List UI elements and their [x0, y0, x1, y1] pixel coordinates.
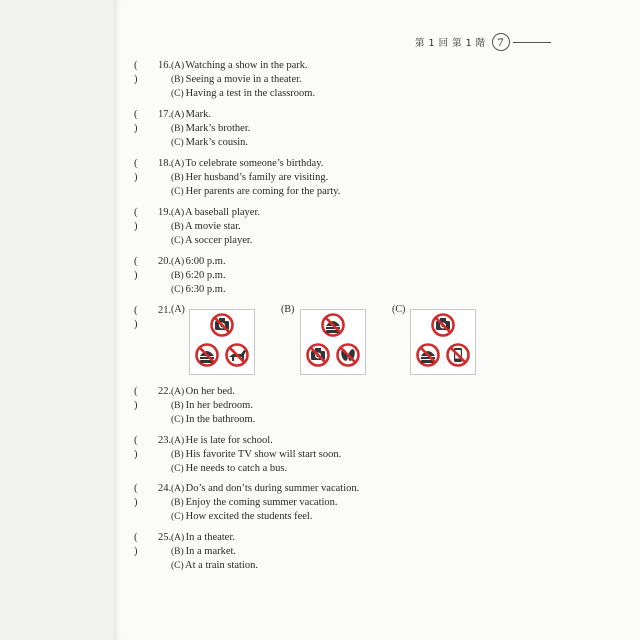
question-number: 18. — [158, 158, 172, 169]
option-label: (A) — [171, 484, 185, 494]
option-label: (B) — [171, 271, 184, 281]
no-camera-icon — [433, 315, 454, 336]
option-b — [171, 73, 302, 87]
picture-option-c[interactable] — [410, 309, 476, 375]
option-label: (A) — [171, 387, 185, 397]
option-text: Seeing a movie in a theater. — [183, 74, 302, 85]
option-b — [171, 496, 338, 510]
no-food-icon — [323, 315, 344, 336]
option-text: A soccer player. — [183, 235, 253, 246]
option-label: (B) — [171, 124, 184, 134]
option-text: In a theater. — [183, 532, 235, 543]
option-text: His favorite TV show will start soon. — [183, 449, 342, 460]
answer-blank[interactable]: ( ) — [134, 435, 138, 460]
option-text: At a train station. — [183, 560, 258, 571]
option-label: (B) — [171, 401, 184, 411]
option-text: A movie star. — [183, 221, 241, 232]
option-c — [171, 234, 252, 248]
option-label: (C) — [171, 236, 184, 246]
option-text: On her bed. — [183, 386, 235, 397]
option-b — [171, 545, 236, 559]
option-label: (B) — [171, 547, 184, 557]
option-text: 6:30 p.m. — [183, 284, 226, 295]
option-c — [171, 136, 248, 150]
question-number: 22. — [158, 386, 172, 397]
option-text: Having a test in the classroom. — [183, 88, 316, 99]
option-text: 6:20 p.m. — [183, 270, 226, 281]
option-label: (C) — [171, 285, 184, 295]
option-a — [171, 157, 323, 171]
answer-blank[interactable]: ( ) — [134, 532, 138, 557]
question-number: 23. — [158, 435, 172, 446]
question-number: 16. — [158, 60, 172, 71]
option-b — [171, 220, 241, 234]
option-label: (C) — [171, 464, 184, 474]
no-camera-icon — [308, 345, 329, 366]
option-c — [171, 185, 340, 199]
answer-blank[interactable]: ( ) — [134, 305, 138, 330]
option-text: Her husband’s family are visiting. — [183, 172, 329, 183]
option-b — [171, 122, 250, 136]
option-b — [171, 399, 253, 413]
option-c — [171, 413, 255, 427]
no-slippers-icon — [338, 345, 359, 366]
option-label: (C) — [171, 512, 184, 522]
question-number: 20. — [158, 256, 172, 267]
picture-option-b[interactable] — [300, 309, 366, 375]
option-text: In her bedroom. — [183, 400, 253, 411]
option-text: In a market. — [183, 546, 237, 557]
option-text: Watching a show in the park. — [183, 60, 308, 71]
option-text: A baseball player. — [183, 207, 260, 218]
option-label: (B) — [171, 222, 184, 232]
option-text: Her parents are coming for the party. — [183, 186, 341, 197]
no-food-icon — [418, 345, 439, 366]
option-label: (C) — [171, 89, 184, 99]
option-a — [171, 108, 211, 122]
option-label: (A) — [171, 208, 185, 218]
picture-option-label: (C) — [392, 304, 406, 315]
option-text: 6:00 p.m. — [183, 256, 226, 267]
picture-option-a[interactable] — [189, 309, 255, 375]
header-rule — [513, 42, 551, 43]
option-a — [171, 434, 273, 448]
option-label: (B) — [171, 498, 184, 508]
option-c — [171, 462, 287, 476]
page-number: 7 — [492, 33, 510, 51]
answer-blank[interactable]: ( ) — [134, 207, 138, 232]
option-label: (C) — [171, 138, 184, 148]
option-text: Mark’s cousin. — [183, 137, 249, 148]
option-label: (C) — [171, 561, 184, 571]
option-a — [171, 482, 359, 496]
option-label: (B) — [171, 75, 184, 85]
answer-blank[interactable]: ( ) — [134, 483, 138, 508]
option-text: Enjoy the coming summer vacation. — [183, 497, 338, 508]
option-label: (B) — [171, 450, 184, 460]
option-a — [171, 531, 235, 545]
option-text: Do’s and don’ts during summer vacation. — [183, 483, 360, 494]
option-b — [171, 448, 341, 462]
option-label: (B) — [171, 173, 184, 183]
option-c — [171, 559, 258, 573]
option-a — [171, 206, 260, 220]
no-phone-icon — [448, 345, 469, 366]
no-food-icon — [197, 345, 218, 366]
question-number: 21. — [158, 305, 172, 316]
option-a — [171, 385, 235, 399]
option-label: (A) — [171, 257, 185, 267]
answer-blank[interactable]: ( ) — [134, 109, 138, 134]
option-label: (C) — [171, 415, 184, 425]
option-text: He needs to catch a bus. — [183, 463, 288, 474]
option-label: (A) — [171, 110, 185, 120]
section-label: 第 1 回 第 1 階 — [415, 38, 486, 49]
option-text: He is late for school. — [183, 435, 273, 446]
option-text: In the bathroom. — [183, 414, 256, 425]
option-text: Mark’s brother. — [183, 123, 251, 134]
option-label: (A) — [171, 159, 185, 169]
option-c — [171, 283, 226, 297]
option-label: (A) — [171, 533, 185, 543]
option-text: Mark. — [183, 109, 211, 120]
answer-blank[interactable]: ( ) — [134, 386, 138, 411]
answer-blank[interactable]: ( ) — [134, 158, 138, 183]
answer-blank[interactable]: ( ) — [134, 256, 138, 281]
option-a — [171, 255, 226, 269]
no-dog-icon — [227, 345, 248, 366]
option-a — [171, 59, 308, 73]
answer-blank[interactable]: ( ) — [134, 60, 138, 85]
option-b — [171, 269, 226, 283]
question-number: 25. — [158, 532, 172, 543]
no-camera-icon — [212, 315, 233, 336]
question-number: 17. — [158, 109, 172, 120]
option-label: (C) — [171, 187, 184, 197]
option-c — [171, 87, 315, 101]
option-b — [171, 171, 328, 185]
option-text: To celebrate someone’s birthday. — [183, 158, 324, 169]
option-label: (A) — [171, 436, 185, 446]
question-number: 19. — [158, 207, 172, 218]
picture-option-label: (A) — [171, 304, 185, 315]
option-c — [171, 510, 312, 524]
page-header — [415, 33, 551, 51]
picture-option-label: (B) — [281, 304, 295, 315]
option-text: How excited the students feel. — [183, 511, 313, 522]
option-label: (A) — [171, 61, 185, 71]
question-number: 24. — [158, 483, 172, 494]
